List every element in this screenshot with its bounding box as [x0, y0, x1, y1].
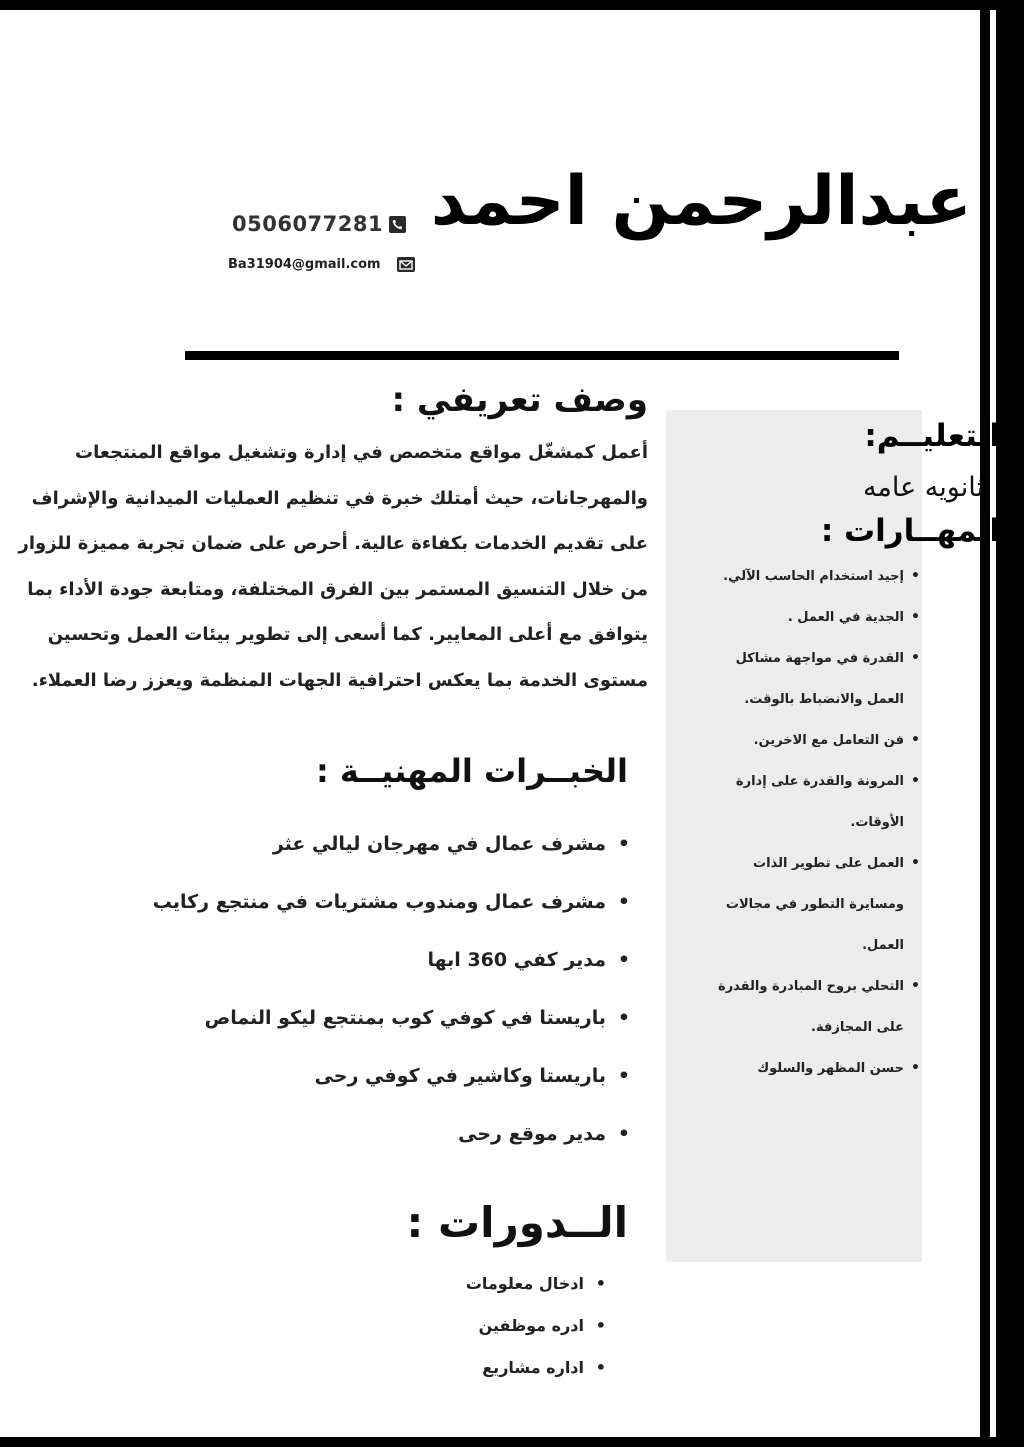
page-border-right-gap — [990, 10, 996, 1437]
skill-item: • العمل على تطوير الذات ومسايرة التطور في مجالات العمل. — [714, 843, 904, 966]
skill-item: • إجيد استخدام الحاسب الآلي. — [714, 556, 904, 597]
experience-item: • مشرف عمال ومندوب مشتريات في منتجع ركايب — [136, 873, 606, 931]
education-value: ثانويه عامه — [862, 472, 984, 503]
about-text: أعمل كمشغّل مواقع متخصص في إدارة وتشغيل مواقع المنتجعات والمهرجانات، حيث أمتلك خبرة في تنظيم العمليات الميدانية والإشراف على تقديم الخدمات بكفاءة عالية. أحرص على ضمان تجربة مميزة للزوار من خلال التنسيق المستمر بين الفرق المختلفة، ومتابعة جودة الأداء بما يتوافق مع أعلى المعايير. كما أسعى إلى تطوير بيئات العمل وتحسين مستوى الخدمة بما يعكس احترافية الجهات المنظمة ويعزز رضا العملاء. — [18, 442, 648, 691]
skill-item: • المرونة والقدرة على إدارة الأوقات. — [714, 761, 904, 843]
mail-icon — [397, 257, 415, 272]
courses-list — [384, 1263, 584, 1389]
experience-item: • مدير موقع رحى — [136, 1105, 606, 1163]
phone-number: 0506077281 — [232, 212, 384, 236]
experience-heading: الخبــرات المهنيــة : — [315, 752, 628, 790]
resume-name: عبدالرحمن احمد — [430, 162, 972, 241]
phone-row — [232, 212, 406, 236]
phone-icon — [389, 216, 406, 233]
about-heading: وصف تعريفي : — [391, 380, 648, 420]
skill-item: • حسن المظهر والسلوك — [714, 1048, 904, 1089]
email-address: Ba31904@gmail.com — [228, 257, 381, 272]
courses-heading: الــدورات : — [406, 1198, 628, 1247]
page-border-bottom — [0, 1437, 1024, 1447]
page-border-right — [980, 0, 1024, 1447]
skill-item: • التحلي بروح المبادرة والقدرة على المجازفة. — [714, 966, 904, 1048]
header-divider — [185, 351, 899, 360]
course-item: • ادخال معلومات — [384, 1263, 584, 1305]
page-border-top — [0, 0, 1024, 10]
experience-list — [136, 815, 606, 1163]
experience-item: • باريستا في كوفي كوب بمنتجع ليكو النماص — [136, 989, 606, 1047]
skill-item: • الجدية في العمل . — [714, 597, 904, 638]
skill-item: • القدرة في مواجهة مشاكل العمل والانضباط بالوقت. — [714, 638, 904, 720]
experience-item: • مشرف عمال في مهرجان ليالي عثر — [136, 815, 606, 873]
course-item: • ادره موظفين — [384, 1305, 584, 1347]
email-row — [228, 257, 415, 272]
skill-item: • فن التعامل مع الاخرين. — [714, 720, 904, 761]
skills-list — [714, 556, 904, 1089]
education-heading: التعليــم: — [864, 418, 1000, 454]
experience-item: • باريستا وكاشير في كوفي رحى — [136, 1047, 606, 1105]
skills-heading: المهــارات : — [820, 513, 1000, 549]
experience-item: • مدير كفي 360 ابها — [136, 931, 606, 989]
course-item: • اداره مشاريع — [384, 1347, 584, 1389]
